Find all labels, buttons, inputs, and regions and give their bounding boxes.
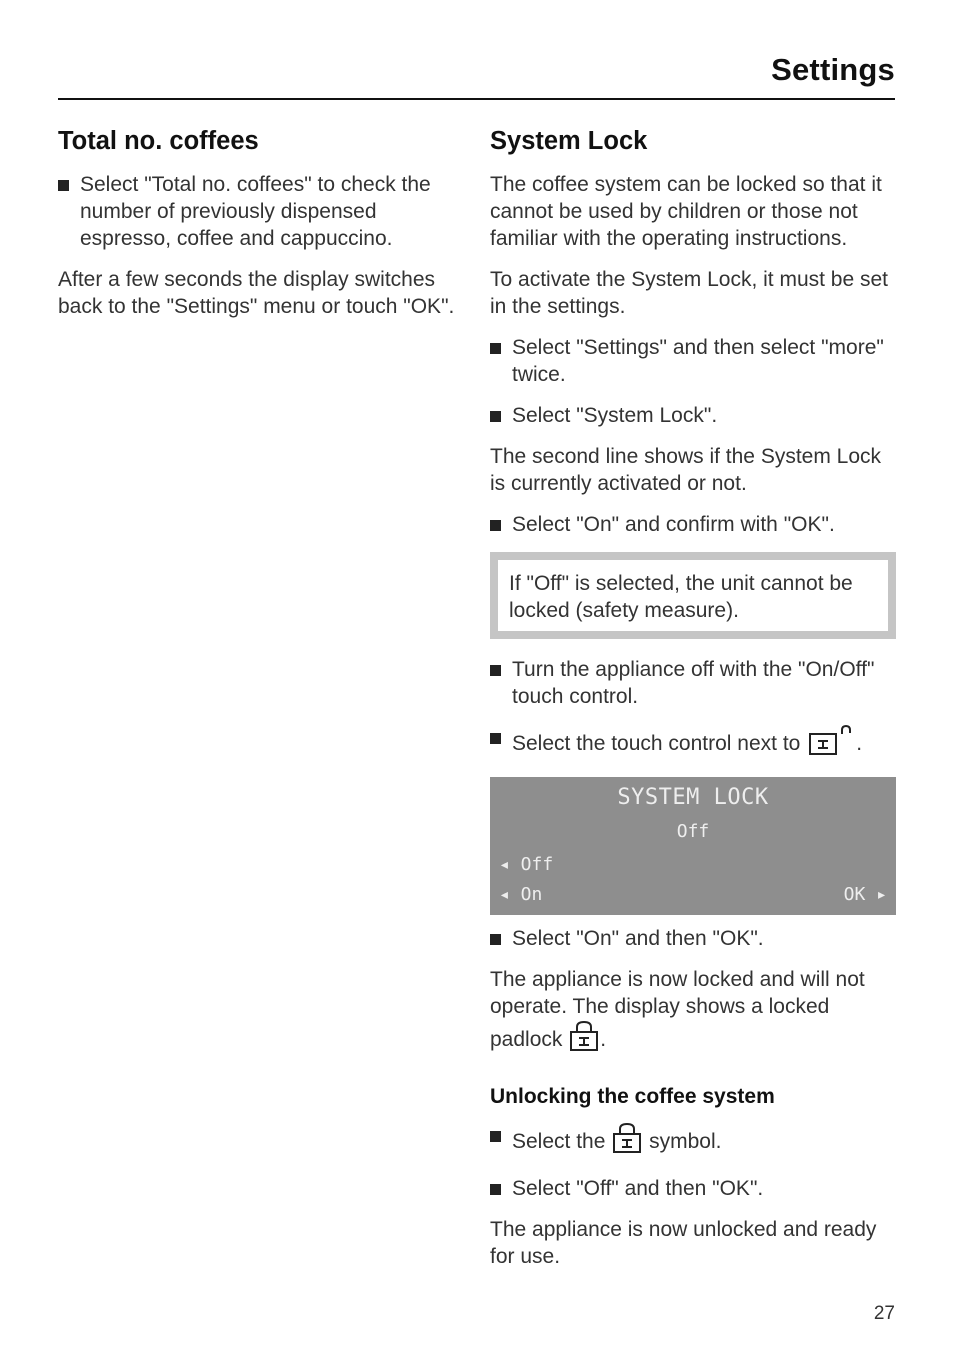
note-box: [490, 552, 896, 639]
bullet-item-with-icon: [490, 724, 896, 763]
display-option-on: ◂ On: [499, 884, 543, 905]
paragraph: The appliance is now unlocked and ready for use.: [490, 1218, 877, 1268]
bullet-text-suffix: .: [856, 732, 863, 755]
paragraph-with-icon: [490, 966, 896, 1059]
display-status: Off: [676, 821, 710, 842]
paragraph-text: The appliance is now locked and will not operate. The display shows a locked padlock: [490, 968, 865, 1051]
page-number: 27: [873, 1303, 895, 1324]
bullet-text: Select the touch control next to: [512, 732, 801, 755]
display-title: SYSTEM LOCK: [617, 785, 769, 810]
unlocked-padlock-icon: [806, 724, 856, 763]
paragraph: After a few seconds the display switches back to the "Settings" menu or touch "OK".: [58, 268, 455, 318]
display-ok: OK ▸: [843, 884, 887, 905]
section-heading-system-lock: System Lock: [490, 127, 648, 155]
section-heading-total-coffees: Total no. coffees: [58, 127, 259, 155]
bullet-text-suffix: symbol.: [649, 1130, 722, 1153]
bullet-item: Select "On" and confirm with "OK".: [490, 511, 896, 538]
bullet-item: Select "Off" and then "OK".: [490, 1175, 896, 1202]
right-column: [490, 124, 896, 1284]
header-rule: [58, 98, 895, 100]
locked-padlock-icon: [611, 1122, 643, 1161]
bullet-item: Select "On" and then "OK".: [490, 925, 896, 952]
bullet-item-with-icon: [490, 1122, 896, 1161]
bullet-text: Select the: [512, 1130, 606, 1153]
paragraph: The second line shows if the System Lock is currently activated or not.: [490, 445, 882, 495]
bullet-item: Select "Settings" and then select "more" twice.: [490, 334, 896, 388]
locked-padlock-icon: [568, 1020, 600, 1059]
subheading-unlocking: Unlocking the coffee system: [490, 1085, 775, 1108]
system-lock-display: [490, 777, 896, 915]
left-column: [58, 124, 468, 334]
bullet-item: Turn the appliance off with the "On/Off" touch control.: [490, 656, 896, 710]
bullet-item: Select "System Lock".: [490, 402, 896, 429]
paragraph: The coffee system can be locked so that it cannot be used by children or those not familiar with the operating instructions.: [490, 173, 882, 250]
page-header-title: Settings: [771, 52, 895, 87]
paragraph-text-suffix: .: [600, 1028, 607, 1051]
bullet-item: Select "Total no. coffees" to check the number of previously dispensed espresso, coffee and cappuccino.: [58, 171, 468, 252]
note-text: If "Off" is selected, the unit cannot be locked (safety measure).: [509, 572, 853, 622]
display-option-off: ◂ Off: [499, 854, 554, 875]
paragraph: To activate the System Lock, it must be set in the settings.: [490, 268, 889, 318]
